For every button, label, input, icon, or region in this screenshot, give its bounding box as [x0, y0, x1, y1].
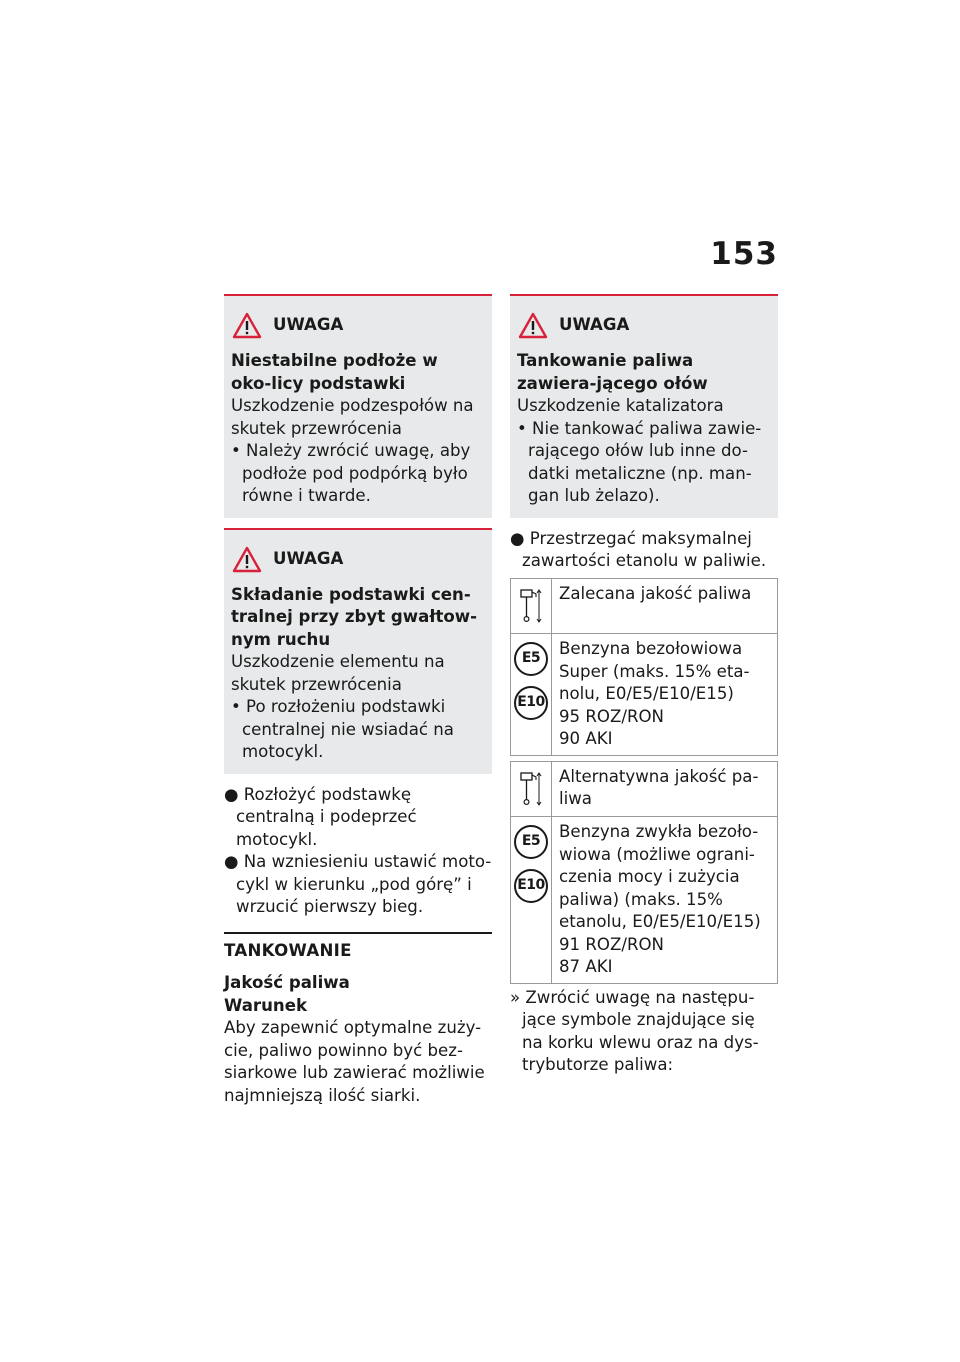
- e10-badge-icon: E10: [514, 686, 548, 720]
- warning-instruction: • Należy zwrócić uwagę, aby podłoże pod podpórką było równe i twarde.: [231, 441, 471, 505]
- section-heading: TANKOWANIE: [224, 932, 492, 963]
- alternative-quality-header: Alternatywna jakość pa-liwa: [552, 761, 778, 817]
- warning-triangle-icon: [232, 546, 262, 573]
- fuel-pump-icon: [518, 583, 544, 623]
- warning-instruction: • Nie tankować paliwa zawie-rającego ołów lub inne do-datki metaliczne (np. man-gan lub żelazo).: [517, 418, 762, 505]
- step-check-symbols: » Zwrócić uwagę na następu-jące symbole znajdujące się na korku wlewu oraz na dys-trybutorze paliwa:: [510, 987, 759, 1074]
- warning-title: Niestabilne podłoże w oko-licy podstawki: [231, 351, 438, 393]
- fuel-ron: 95 ROZ/RON: [559, 706, 664, 726]
- fuel-aki: 87 AKI: [559, 957, 613, 976]
- warning-triangle-icon: [518, 312, 548, 339]
- warning-box-center-stand: [224, 528, 492, 774]
- warning-title: Składanie podstawki cen-tralnej przy zbyt gwałtow-nym ruchu: [231, 584, 478, 649]
- warning-description: Uszkodzenie podzespołów na skutek przewrócenia: [231, 396, 474, 438]
- fuel-quality-heading: Jakość paliwa: [224, 973, 350, 992]
- warning-triangle-icon: [232, 312, 262, 339]
- warning-box-leaded-fuel: [510, 294, 778, 518]
- warning-label: UWAGA: [559, 315, 630, 335]
- warning-box-unstable-ground: [224, 294, 492, 518]
- left-column: [224, 294, 492, 1107]
- warning-description: Uszkodzenie katalizatora: [517, 396, 724, 415]
- requirement-text: Aby zapewnić optymalne zuży-cie, paliwo powinno być bez-siarkowe lub zawierać możliwie najmniejszą ilość siarki.: [224, 1018, 485, 1105]
- warning-title: Tankowanie paliwa zawiera-jącego ołów: [517, 351, 708, 393]
- e10-badge-icon: E10: [514, 869, 548, 903]
- recommended-quality-header: Zalecana jakość paliwa: [552, 578, 778, 634]
- e5-badge-icon: E5: [514, 825, 548, 859]
- warning-description: Uszkodzenie elementu na skutek przewrócenia: [231, 652, 445, 694]
- step-deploy-stand: ● Rozłożyć podstawkę centralną i podeprzeć motocykl.: [224, 784, 417, 849]
- fuel-description: Benzyna zwykła bezoło-wiowa (możliwe ograni-czenia mocy i zużycia paliwa) (maks. 15% etanolu, E0/E5/E10/E15): [559, 822, 761, 931]
- warning-label: UWAGA: [273, 315, 344, 335]
- step-slope-first-gear: ● Na wzniesieniu ustawić moto-cykl w kierunku „pod górę” i wrzucić pierwszy bieg.: [224, 852, 492, 916]
- fuel-table-alternative: [510, 761, 778, 984]
- fuel-description: Benzyna bezołowiowa Super (maks. 15% eta-nolu, E0/E5/E10/E15): [559, 639, 750, 703]
- fuel-table-recommended: [510, 578, 778, 756]
- fuel-ron: 91 ROZ/RON: [559, 934, 664, 954]
- fuel-aki: 90 AKI: [559, 729, 613, 748]
- step-ethanol-limit: ● Przestrzegać maksymalnej zawartości etanolu w paliwie.: [510, 528, 767, 570]
- right-column: [510, 294, 778, 1077]
- fuel-pump-icon: [518, 766, 544, 806]
- requirement-label: Warunek: [224, 995, 308, 1015]
- warning-label: UWAGA: [273, 548, 344, 568]
- page-number: 153: [710, 236, 778, 272]
- warning-instruction: • Po rozłożeniu podstawki centralnej nie wsiadać na motocykl.: [231, 697, 454, 761]
- e5-badge-icon: E5: [514, 642, 548, 676]
